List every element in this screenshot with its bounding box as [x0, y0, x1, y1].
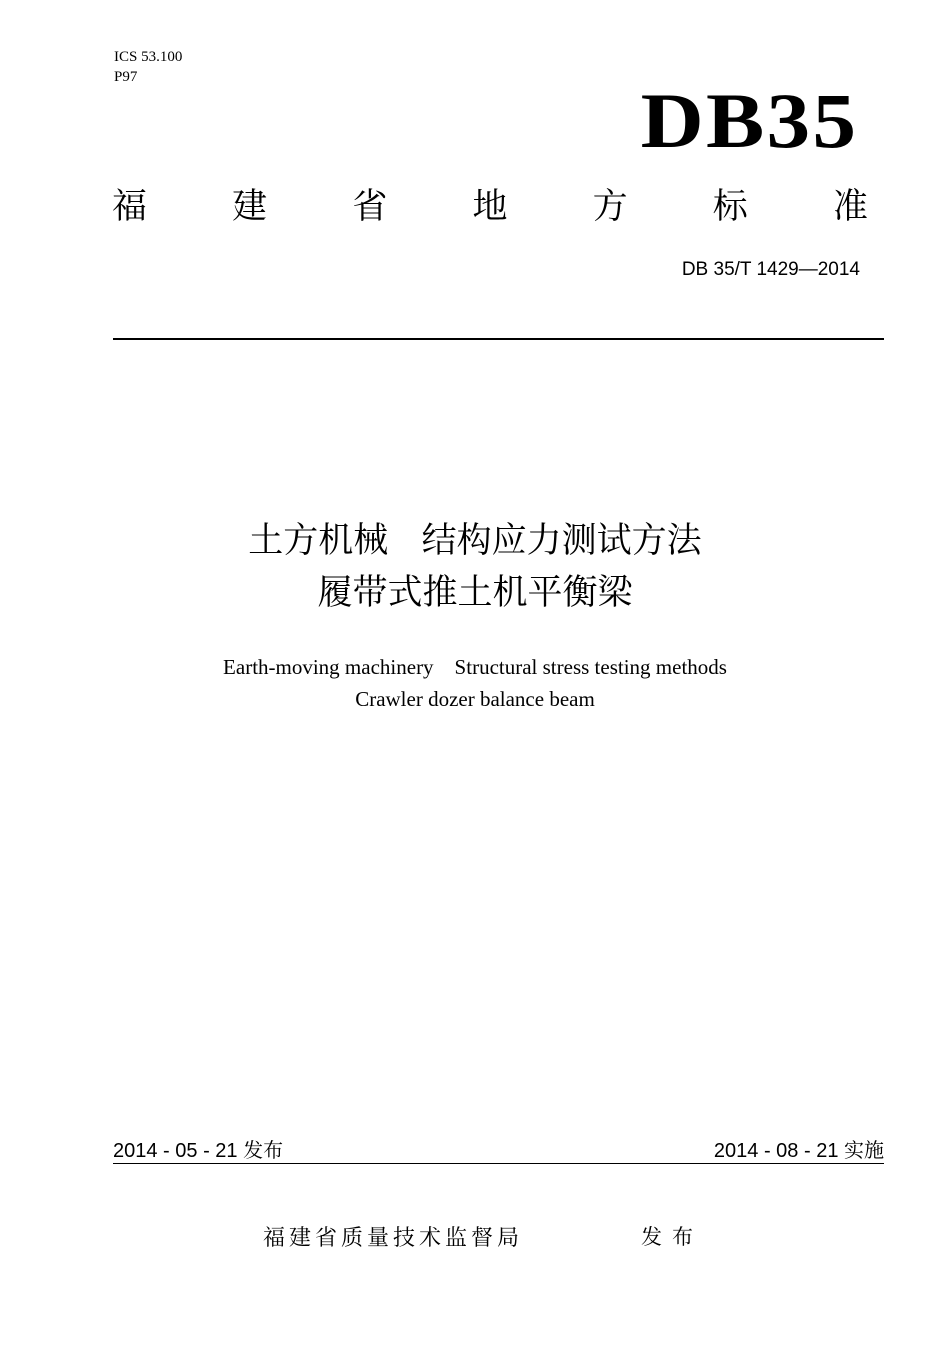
- chinese-title-line-1: 土方机械 结构应力测试方法: [248, 521, 702, 561]
- standard-type: [112, 185, 868, 229]
- bottom-divider: [113, 1163, 884, 1164]
- english-title: [0, 651, 950, 715]
- issue-label: 发布: [641, 1225, 703, 1249]
- standard-type-char: 建: [232, 187, 268, 227]
- standard-type-char: 标: [712, 187, 748, 227]
- issuing-authority: 福建省质量技术监督局: [263, 1226, 524, 1251]
- english-title-line-2: Crawler dozer balance beam: [355, 687, 595, 711]
- ics-block: [114, 47, 182, 87]
- standard-type-char: 省: [352, 187, 388, 227]
- chinese-title-line-2: 履带式推土机平衡梁: [317, 573, 633, 613]
- top-divider: [113, 338, 884, 340]
- ics-code: ICS 53.100: [114, 49, 183, 65]
- standard-type-char: 方: [592, 187, 628, 227]
- category-code: P97: [114, 69, 138, 85]
- publish-date: 2014 - 05 - 21 发布: [113, 1140, 284, 1162]
- implement-date: 2014 - 08 - 21 实施: [713, 1140, 884, 1162]
- standard-type-char: 地: [472, 187, 508, 227]
- db-logo: DB35: [640, 77, 858, 164]
- standard-number: DB 35/T 1429—2014: [681, 259, 860, 280]
- chinese-title: [0, 515, 950, 619]
- standard-type-char: 准: [832, 187, 868, 227]
- english-title-line-1: Earth-moving machinery Structural stress testing methods: [223, 655, 727, 679]
- standard-type-char: 福: [112, 187, 148, 227]
